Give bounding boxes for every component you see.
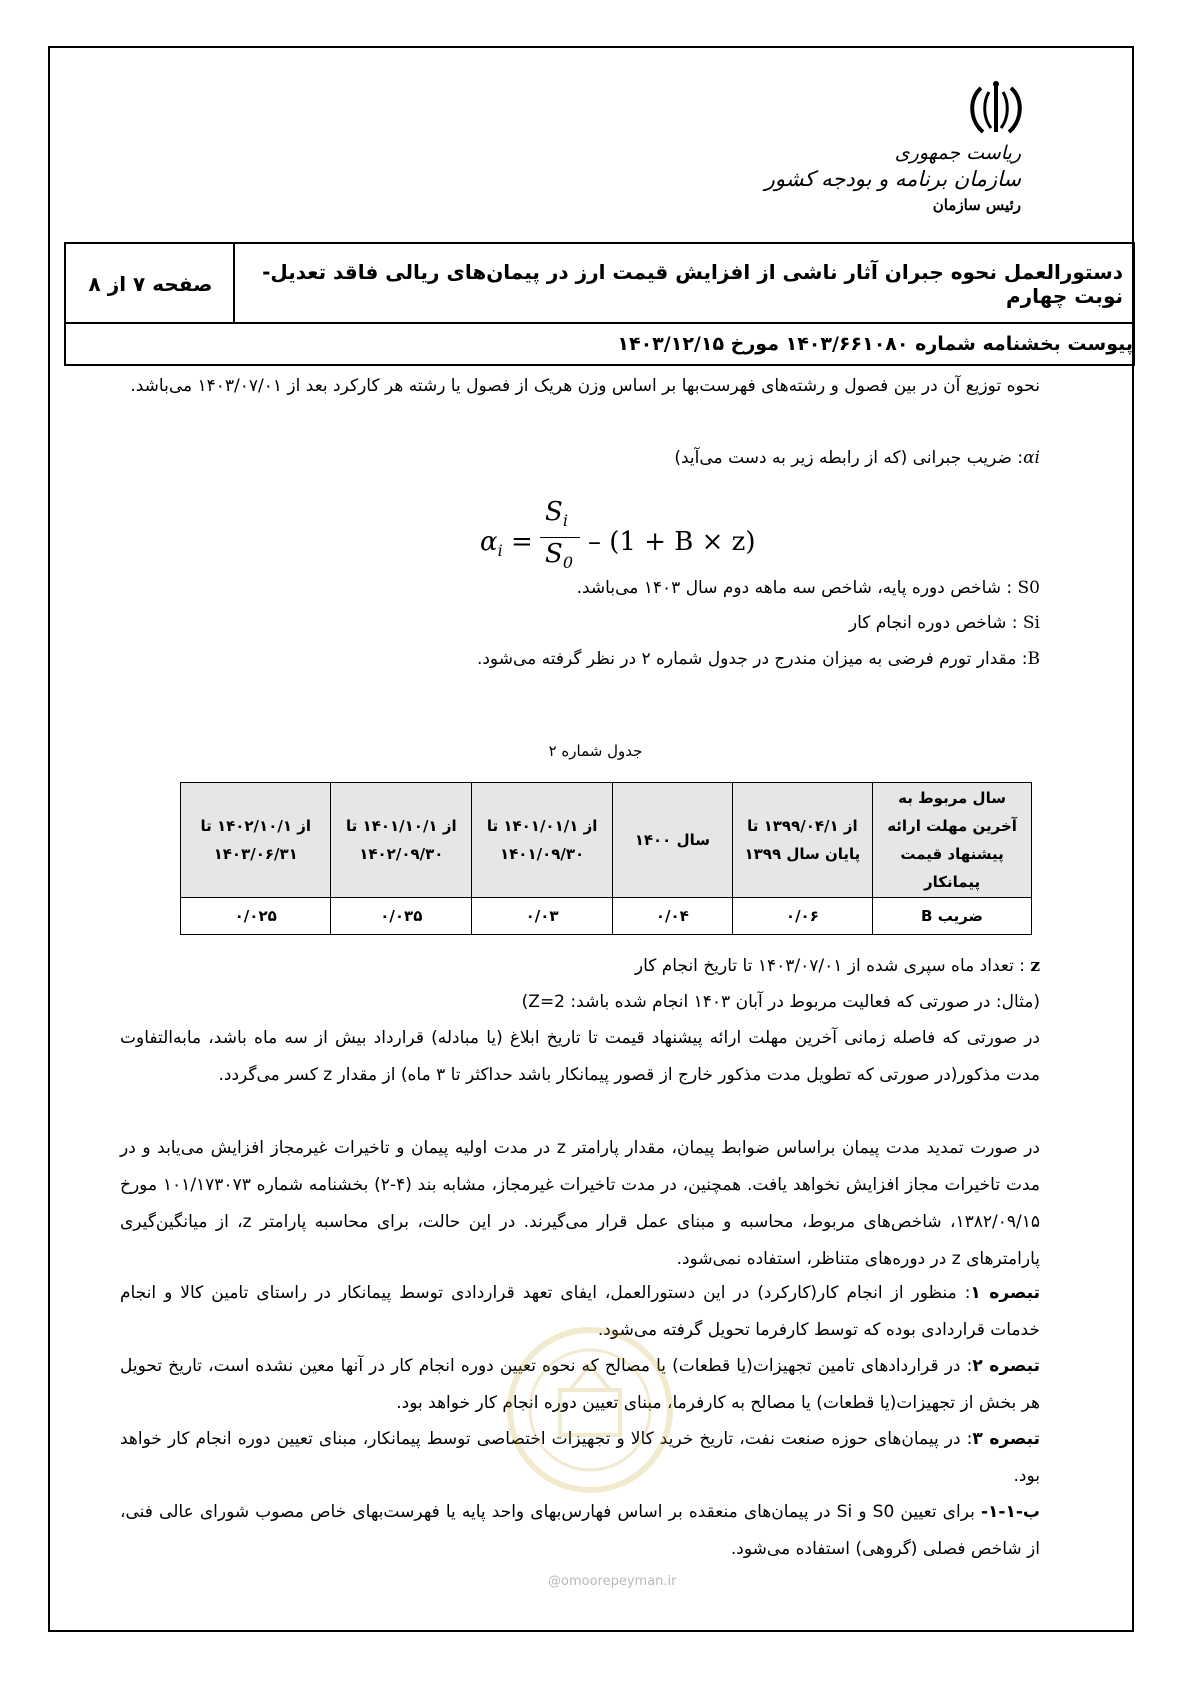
paragraph-gap — [120, 1020, 1040, 1094]
org-line-head: رئیس سازمان — [932, 196, 1021, 214]
iran-emblem-icon — [961, 80, 1031, 140]
formula-denominator: $S_0$ — [545, 539, 573, 573]
org-line-organization: سازمان برنامه و بودجه کشور — [764, 167, 1021, 191]
z-definition-text: : تعداد ماه سپری شده از ۱۴۰۳/۰۷/۰۱ تا تاریخ انجام کار — [634, 956, 1031, 976]
note-text: : در پیمان‌های حوزه صنعت نفت، تاریخ خرید کالا و تجهیزات اختصاصی توسط پیمانکار، مبنای تعیین دوره انجام کار خواهد بود. — [120, 1429, 1040, 1486]
clause-label: ب-۱-۱- — [980, 1502, 1040, 1522]
document-header — [64, 242, 1135, 324]
si-definition — [120, 605, 1040, 642]
table-cell: ۰/۰۳ — [472, 898, 613, 935]
note-label: تبصره ۱ — [970, 1283, 1040, 1303]
paragraph-text: نحوه توزیع آن در بین فصول و رشته‌های فهرست‌بها بر اساس وزن هریک از فصول یا رشته هر کارکرد بعد از ۱۴۰۳/۰۷/۰۱ می‌باشد. — [130, 376, 1040, 396]
alpha-definition — [120, 440, 1040, 477]
table-header-cell: از ۱۴۰۱/۰۱/۱ تا ۱۴۰۱/۰۹/۳۰ — [472, 783, 613, 898]
s0-symbol: S0 — [1017, 578, 1040, 598]
si-definition-text: : شاخص دوره انجام کار — [848, 613, 1023, 633]
si-symbol: Si — [1022, 613, 1040, 633]
table-cell: ۰/۰۶ — [732, 898, 872, 935]
table-header-row — [181, 783, 1032, 898]
alpha-definition-text: : ضریب جبرانی (که از رابطه زیر به دست می‌آید) — [674, 448, 1024, 468]
z-symbol: z — [1030, 956, 1040, 976]
b-symbol: B — [1027, 649, 1040, 669]
formula-rhs: – (1 + B × z) — [588, 527, 756, 557]
table-header-cell: از ۱۴۰۲/۱۰/۱ تا ۱۴۰۳/۰۶/۳۱ — [181, 783, 331, 898]
paragraph-text: در صورتی که فاصله زمانی آخرین مهلت ارائه پیشنهاد قیمت تا تاریخ ابلاغ (یا مبادله) قرارداد بیش از سه ماه باشد، مابه‌التفاوت مدت مذکور(در صورتی که تطویل مدت مذکور خارج از قصور پیمانکار باشد حداکثر تا ۳ ماه) از مقدار z کسر می‌گردد. — [120, 1028, 1040, 1085]
table-header-cell: از ۱۳۹۹/۰۴/۱ تا پایان سال ۱۳۹۹ — [732, 783, 872, 898]
alpha-symbol: αi — [1023, 448, 1040, 468]
org-line-presidency: ریاست جمهوری — [894, 142, 1021, 164]
page-number: صفحه ۷ از ۸ — [88, 272, 213, 296]
formula-lhs: $\alpha_i$ = — [480, 527, 533, 561]
table-row — [181, 898, 1032, 935]
organization-block — [765, 140, 1021, 218]
note-text: : در قراردادهای تامین تجهیزات(یا قطعات) یا مصالح که نحوه تعیین دوره انجام کار در آنها معین نشده است، تاریخ تحویل هر بخش از تجهیزات(یا قطعات) یا مصالح به کارفرما، مبنای تعیین دوره انجام کار خواهد بود. — [120, 1356, 1040, 1413]
watermark-site: @omoorepeyman.ir — [548, 1574, 677, 1589]
table-caption: جدول شماره ۲ — [548, 742, 643, 760]
table-header-cell: سال ۱۴۰۰ — [613, 783, 733, 898]
s0-definition — [120, 570, 1040, 607]
table-cell: ۰/۰۲۵ — [181, 898, 331, 935]
example-text: (مثال: در صورتی که فعالیت مربوط در آبان ۱۴۰۳ انجام شده باشد: Z=2) — [521, 992, 1040, 1012]
b-definition-text: : مقدار تورم فرضی به میزان مندرج در جدول شماره ۲ در نظر گرفته می‌شود. — [476, 649, 1028, 669]
table-row-label: ضریب B — [873, 898, 1032, 935]
paragraph-distribution — [120, 368, 1040, 405]
table-cell: ۰/۰۴ — [613, 898, 733, 935]
table-cell: ۰/۰۳۵ — [331, 898, 472, 935]
table-header-cell: از ۱۴۰۱/۱۰/۱ تا ۱۴۰۲/۰۹/۳۰ — [331, 783, 472, 898]
attachment-reference: پیوست بخشنامه شماره ۱۴۰۳/۶۶۱۰۸۰ مورخ ۱۴۰۳/۱۲/۱۵ — [64, 324, 1135, 366]
paragraph-text: در صورت تمدید مدت پیمان براساس ضوابط پیمان، مقدار پارامتر z در مدت اولیه پیمان و تاخیرات غیرمجاز افزایش می‌یابد و در مدت تاخیرات مجاز افزایش نخواهد یافت. همچنین، در مدت تاخیرات غیرمجاز، مشابه بند (۴-۲) بخشنامه شماره ۱۰۱/۱۷۳۰۷۳ مورخ ۱۳۸۲/۰۹/۱۵، شاخص‌های مربوط، محاسبه و مبنای عمل قرار می‌گیرند. در این حالت، برای محاسبه پارامتر z، از میانگین‌گیری پارامترهای z در دوره‌های متناظر، استفاده نمی‌شود. — [120, 1138, 1041, 1269]
clause-b-1-1 — [120, 1494, 1040, 1568]
note-text: : منظور از انجام کار(کارکرد) در این دستورالعمل، ایفای تعهد قراردادی توسط پیمانکار در راستای تامین کالا و انجام خدمات قراردادی بوده که توسط کارفرما تحویل گرفته می‌شود. — [120, 1283, 1040, 1340]
b-definition — [120, 641, 1040, 678]
example-paragraph — [120, 984, 1040, 1021]
z-definition — [120, 948, 1040, 985]
formula-numerator: $S_i$ — [545, 497, 568, 531]
formula-fraction-bar — [540, 537, 580, 538]
note-label: تبصره ۳ — [972, 1429, 1041, 1449]
paragraph-extension — [120, 1130, 1040, 1278]
s0-definition-text: : شاخص دوره پایه، شاخص سه ماهه دوم سال ۱۴۰۳ می‌باشد. — [576, 578, 1018, 598]
document-title: دستورالعمل نحوه جبران آثار ناشی از افزایش قیمت ارز در پیمان‌های ریالی فاقد تعدیل- نوبت چهارم — [233, 244, 1133, 324]
clause-text: برای تعیین S0 و Si در پیمان‌های منعقده بر اساس فهارس‌بهای واحد پایه یا فهرست‌بهای خاص مصوب شورای عالی فنی، از شاخص فصلی (گروهی) استفاده می‌شود. — [120, 1502, 1040, 1559]
table-header-cell: سال مربوط به آخرین مهلت ارائه پیشنهاد قیمت پیمانکار — [873, 783, 1032, 898]
note-label: تبصره ۲ — [972, 1356, 1040, 1376]
inflation-coefficient-table — [180, 782, 1032, 935]
watermark-seal-icon — [500, 1320, 680, 1500]
